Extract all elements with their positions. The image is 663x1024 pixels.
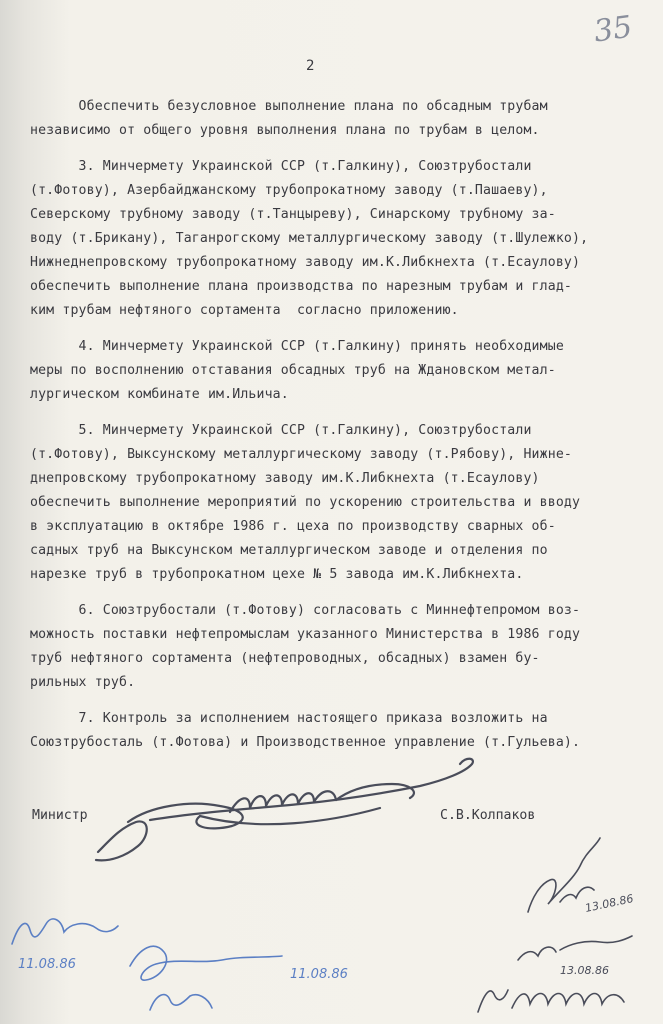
text-line: 6. Союзтрубостали (т.Фотову) согласовать с Миннефтепромом воз- [30, 603, 581, 618]
text-line: обеспечить выполнение мероприятий по ускорению строительства и вводу [30, 495, 581, 510]
text-line: 7. Контроль за исполнением настоящего приказа возложить на [30, 711, 548, 726]
date-left-top: 11.08.86 [18, 957, 76, 972]
text-line: днепровскому трубопрокатному заводу им.К.Либкнехта (т.Есаулову) [30, 471, 540, 486]
date-left-bottom: 11.08.86 [290, 967, 348, 982]
text-line: рильных труб. [30, 675, 136, 690]
text-line: 4. Минчермету Украинской ССР (т.Галкину) принять необходимые [30, 339, 564, 354]
text-line: 3. Минчермету Украинской ССР (т.Галкину), Союзтрубостали [30, 159, 532, 174]
page-number: 2 [306, 58, 315, 74]
text-line: Нижнеднепровскому трубопрокатному заводу им.К.Либкнехта (т.Есаулову) [30, 255, 581, 270]
text-line: воду (т.Брикану), Таганрогскому металлургическому заводу (т.Шулежко), [30, 231, 589, 246]
text-line: садных труб на Выксунском металлургическом заводе и отделения по [30, 543, 548, 558]
text-line: (т.Фотову), Азербайджанскому трубопрокатному заводу (т.Пашаеву), [30, 183, 548, 198]
text-line: Северскому трубному заводу (т.Танцыреву), Синарскому трубному за- [30, 207, 556, 222]
text-line: (т.Фотову), Выксунскому металлургическому заводу (т.Рябову), Нижне- [30, 447, 572, 462]
text-line: нарезке труб в трубопрокатном цехе № 5 завода им.К.Либкнехта. [30, 567, 524, 582]
text-line: ким трубам нефтяного сортамента согласно приложению. [30, 303, 459, 318]
text-line: труб нефтяного сортамента (нефтепроводных, обсадных) взамен бу- [30, 651, 540, 666]
right-visa-signature [478, 838, 632, 1012]
text-line: Обеспечить безусловное выполнение плана по обсадным трубам [30, 99, 548, 114]
text-line: в эксплуатацию в октябре 1986 г. цеха по производству сварных об- [30, 519, 556, 534]
signatory-title: Министр [32, 808, 88, 823]
date-right-bottom: 13.08.86 [560, 964, 609, 977]
text-line: меры по восполнению отставания обсадных труб на Ждановском метал- [30, 363, 556, 378]
text-line: 5. Минчермету Украинской ССР (т.Галкину), Союзтрубостали [30, 423, 532, 438]
text-line: независимо от общего уровня выполнения плана по трубам в целом. [30, 123, 540, 138]
archive-page-number: 35 [591, 9, 635, 50]
text-line: лургическом комбинате им.Ильича. [30, 387, 289, 402]
minister-signature [96, 759, 473, 861]
signatory-name: С.В.Колпаков [440, 808, 536, 823]
text-line: обеспечить выполнение плана производства по нарезным трубам и глад- [30, 279, 572, 294]
text-line: можность поставки нефтепромыслам указанного Министерства в 1986 году [30, 627, 581, 642]
date-right-top: 13.08.86 [583, 892, 635, 915]
text-line: Союзтрубосталь (т.Фотова) и Производственное управление (т.Гульева). [30, 735, 581, 750]
